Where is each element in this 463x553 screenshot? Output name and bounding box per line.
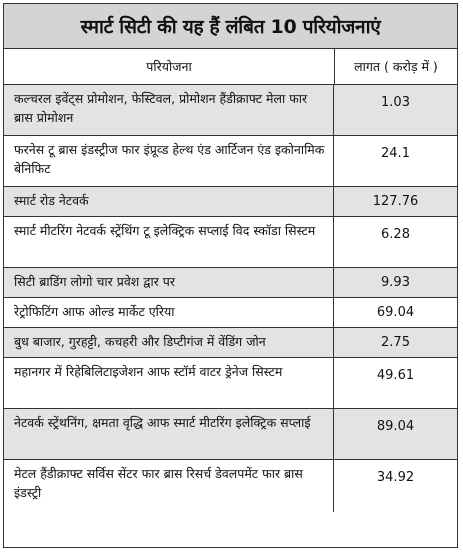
table-row (4, 136, 457, 187)
project-cell: बुध बाजार, गुरहट्टी, कचहरी और डिप्टीगंज में वेंडिंग जोन (4, 328, 334, 357)
project-cell: कल्चरल इवेंट्स प्रोमोशन, फेस्टिवल, प्रोमोशन हैंडीक्राफ्ट मेला फार ब्रास प्रोमोशन (4, 85, 334, 135)
table-row (4, 217, 457, 268)
project-cell: स्मार्ट मीटरिंग नेटवर्क स्ट्रेंथिंग टू इलेक्ट्रिक सप्लाई विद स्कॉडा सिस्टम (4, 217, 334, 267)
table-row (4, 268, 457, 298)
table-title: स्मार्ट सिटी की यह हैं लंबित 10 परियोजनाएं (4, 4, 457, 49)
table-frame (3, 3, 458, 548)
cost-cell: 2.75 (381, 335, 410, 350)
project-cell: स्मार्ट रोड नेटवर्क (4, 187, 334, 216)
table-header-row (4, 49, 457, 85)
cost-cell: 69.04 (376, 305, 415, 320)
cost-cell: 34.92 (376, 470, 415, 485)
project-cell: नेटवर्क स्ट्रेंथनिंग, क्षमता वृद्धि आफ स्मार्ट मीटरिंग इलेक्ट्रिक सप्लाई (4, 409, 334, 459)
cost-cell: 6.28 (381, 227, 410, 242)
cost-cell: 1.03 (381, 95, 410, 110)
project-cell: रेट्रोफिटिंग आफ ओल्ड मार्केट एरिया (4, 298, 334, 327)
table-row (4, 187, 457, 217)
table-row (4, 328, 457, 358)
table-row (4, 85, 457, 136)
table-body (4, 85, 457, 512)
table-row (4, 358, 457, 409)
project-cell: सिटी ब्राडिंग लोगो चार प्रवेश द्वार पर (4, 268, 334, 297)
cost-cell: 24.1 (381, 146, 410, 161)
table-row (4, 298, 457, 328)
header-cost: लागत ( करोड़ में ) (354, 59, 438, 74)
project-cell: महानगर में रिहेबिलिटाइजेशन आफ स्टॉर्म वाटर ड्रेनेज सिस्टम (4, 358, 334, 408)
project-cell: मेटल हैंडीक्राफ्ट सर्विस सेंटर फार ब्रास रिसर्च डेवलपमेंट फार ब्रास इंडस्ट्री (4, 460, 334, 512)
cost-cell: 127.76 (372, 194, 419, 209)
header-project: परियोजना (4, 49, 335, 84)
cost-cell: 89.04 (376, 419, 415, 434)
table-row (4, 409, 457, 460)
cost-cell: 49.61 (376, 368, 415, 383)
project-cell: फरनेस टू ब्रास इंडस्ट्रीज फार इंप्रूव्ड हेल्थ एंड आर्टिजन एंड इकोनामिक बेनिफिट (4, 136, 334, 186)
table-row (4, 460, 457, 512)
cost-cell: 9.93 (381, 275, 410, 290)
